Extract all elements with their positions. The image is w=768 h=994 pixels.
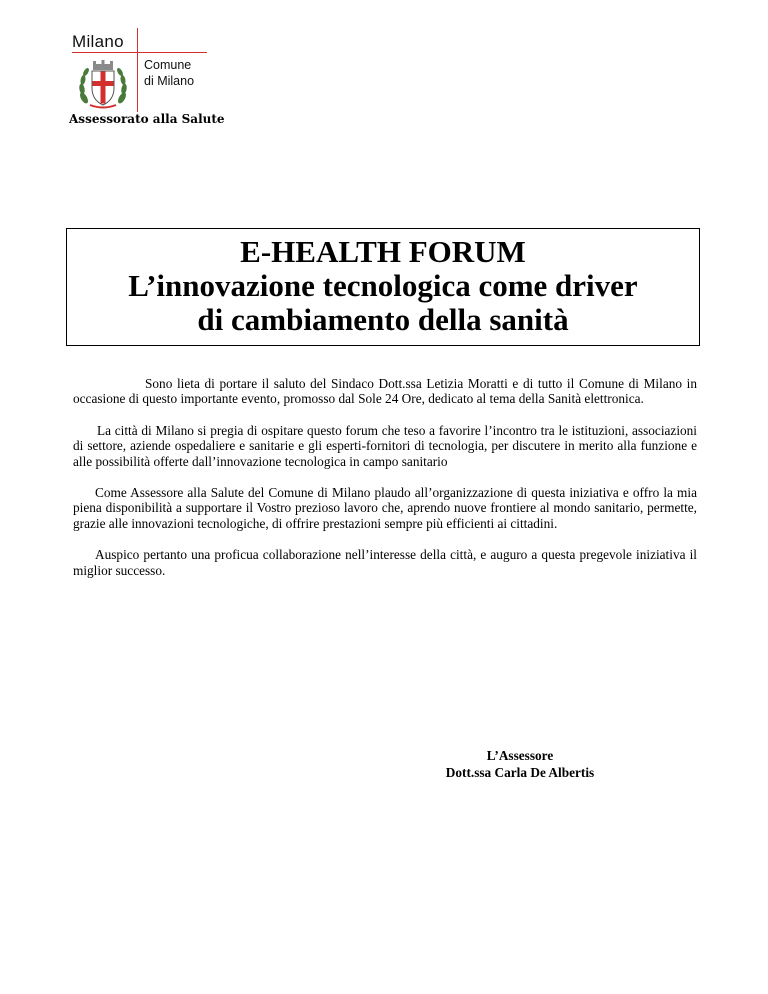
logo-comune-line1: Comune — [144, 58, 192, 72]
logo-city-name: Milano — [72, 32, 124, 51]
logo-comune-text — [144, 57, 194, 89]
logo-horizontal-divider — [72, 52, 207, 53]
letter-paragraph: Come Assessore alla Salute del Comune di Milano plaudo all’organizzazione di questa iniziativa e offro la mia piena disponibilità a supportare il Vostro prezioso lavoro che, aprendo nuove frontiere al mondo sanitario, permette, grazie alle innovazioni tecnologiche, di offrire prestazioni sempre più efficienti ai cittadini. — [73, 485, 697, 531]
logo-comune-line2: di Milano — [144, 74, 195, 88]
letter-paragraph: Auspico pertanto una proficua collaborazione nell’interesse della città, e auguro a questa pregevole iniziativa il miglior successo. — [73, 547, 697, 578]
event-title-line3: di cambiamento della sanità — [197, 302, 569, 337]
signature-name: Dott.ssa Carla De Albertis — [445, 765, 595, 780]
event-title-line2: L’innovazione tecnologica come driver — [128, 268, 638, 303]
logo-vertical-divider — [137, 28, 138, 112]
letter-paragraph: Sono lieta di portare il saluto del Sindaco Dott.ssa Letizia Moratti e di tutto il Comune di Milano in occasione di questo importante evento, promosso dal Sole 24 Ore, dedicato al tema della Sanità elettronica. — [73, 376, 697, 407]
milan-coat-of-arms-icon — [76, 58, 130, 112]
signature-block — [420, 747, 620, 781]
event-title-line1: E-HEALTH FORUM — [240, 234, 526, 269]
comune-di-milano-logo — [72, 28, 212, 118]
letter-body — [73, 376, 697, 594]
event-title-box — [66, 228, 700, 346]
signature-role: L’Assessore — [486, 748, 554, 763]
letter-paragraph: La città di Milano si pregia di ospitare questo forum che teso a favorire l’incontro tra le istituzioni, associazioni di settore, aziende ospedaliere e sanitarie e gli esperti-fornitori di tecnologia, per discutere in merito alla funzione e alle possibilità offerte dall’innovazione tecnologica in campo sanitario — [73, 422, 697, 469]
department-name: Assessorato alla Salute — [69, 112, 225, 126]
